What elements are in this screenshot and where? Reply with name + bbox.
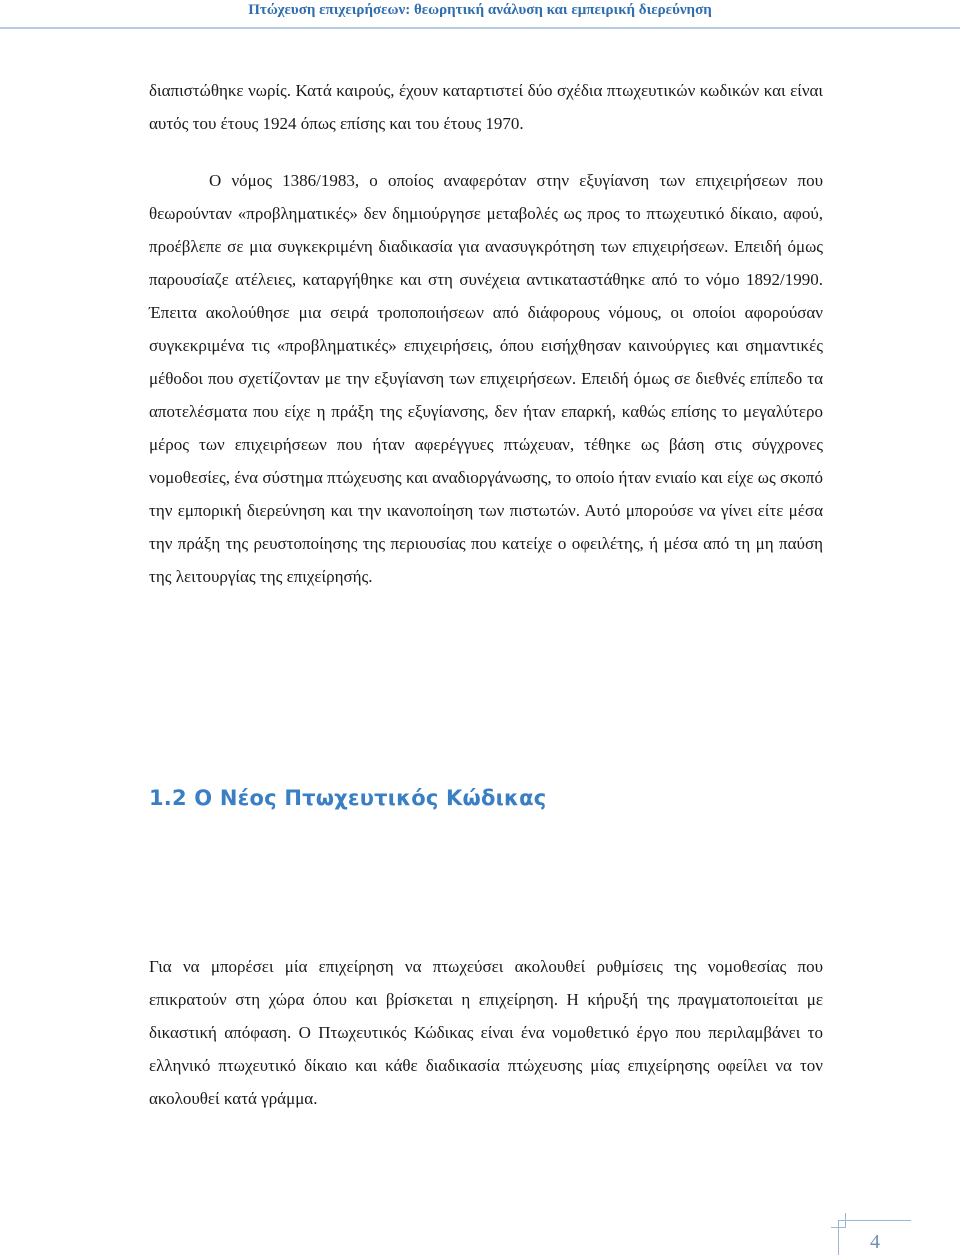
section-heading: 1.2 Ο Νέος Πτωχευτικός Κώδικας	[149, 786, 547, 810]
page-number: 4	[870, 1231, 880, 1253]
paragraph-2: Ο νόμος 1386/1983, ο οποίος αναφερόταν στην εξυγίανση των επιχειρήσεων που θεωρούνταν «προβληματικές» δεν δημιούργησε μεταβολές ως προς το πτωχευτικό δίκαιο, αφού, προέβλεπε σε μια συγκεκριμένη διαδικασία για ανασυγκρότηση των επιχειρήσεων. Επειδή όμως παρουσίαζε ατέλειες, καταργήθηκε και στη συνέχεια αντικαταστάθηκε από το νόμο 1892/1990. Έπειτα ακολούθησε μια σειρά τροποποιήσεων από διάφορους νόμους, οι οποίοι αφορούσαν συγκεκριμένα τις «προβληματικές» επιχειρήσεις, όπου εισήχθησαν καινούργιες και σημαντικές μέθοδοι που σχετίζονταν με την εξυγίανση των επιχειρήσεων. Επειδή όμως σε διεθνές επίπεδο τα αποτελέσματα που είχε η πράξη της εξυγίανσης, δεν ήταν επαρκή, καθώς επίσης το μεγαλύτερο μέρος των επιχειρήσεων που ήταν αφερέγγυες πτώχευαν, τέθηκε ως βάση στις σύγχρονες νομοθεσίες, ένα σύστημα πτώχευσης και αναδιοργάνωσης, το οποίο ήταν ενιαίο και είχε ως σκοπό την εμπορική διερεύνηση και την ικανοποίηση των πιστωτών. Αυτό μπορούσε να γίνει είτε μέσα την πράξη της ρευστοποίησης της περιουσίας που κατείχε ο οφειλέτης, ή μέσα από τη μη παύση της λειτουργίας της επιχείρησής.	[149, 171, 823, 586]
page-number-box	[838, 1220, 911, 1255]
running-header-title: Πτώχευση επιχειρήσεων: θεωρητική ανάλυση και εμπειρική διερεύνηση	[248, 2, 712, 18]
paragraph-1: διαπιστώθηκε νωρίς. Κατά καιρούς, έχουν καταρτιστεί δύο σχέδια πτωχευτικών κωδικών και είναι αυτός του έτους 1924 όπως επίσης και του έτους 1970.	[149, 81, 823, 133]
page-box-corner-mark	[831, 1213, 846, 1228]
paragraph-3: Για να μπορέσει μία επιχείρηση να πτωχεύσει ακολουθεί ρυθμίσεις της νομοθεσίας που επικρατούν στη χώρα όπου και βρίσκεται η επιχείρηση. Η κήρυξή της πραγματοποιείται με δικαστική απόφαση. Ο Πτωχευτικός Κώδικας είναι ένα νομοθετικό έργο που περιλαμβάνει το ελληνικό πτωχευτικό δίκαιο και κάθε διαδικασία πτώχευσης μίας επιχείρησης οφείλει να τον ακολουθεί κατά γράμμα.	[149, 957, 823, 1108]
header-divider	[0, 27, 960, 29]
